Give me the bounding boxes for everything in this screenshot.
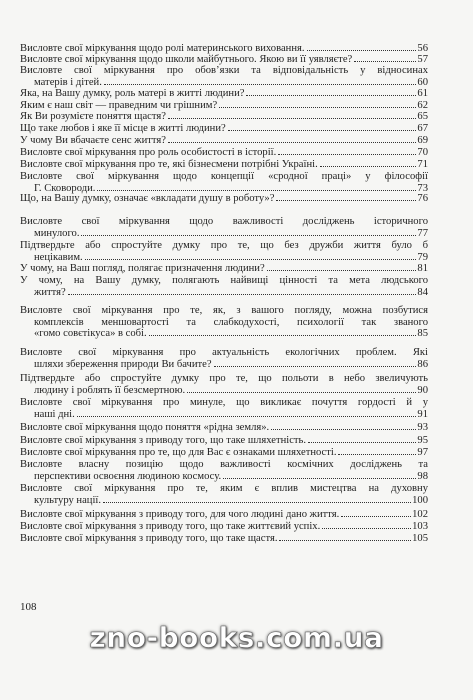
toc-entry-line — [20, 287, 428, 299]
toc-entry-line — [20, 193, 428, 205]
toc-page-number: 102 — [412, 509, 428, 520]
dot-leader — [68, 294, 417, 295]
toc-entry — [20, 111, 428, 123]
dot-leader — [320, 166, 417, 167]
toc-entry-title: Висловте свої міркування про те, яким є вплив мистецтва на духовну — [20, 483, 428, 494]
toc-entry-title: культуру нації. — [34, 494, 102, 506]
toc-entry-title: У чому, на Ваш погляд, полягає призначення людини? — [20, 263, 265, 274]
toc-entry-title: Висловте свої міркування про роль особистості в історії. — [20, 147, 277, 158]
toc-entry-title: Підтвердьте або спростуйте думку про те, що без дружби життя було б — [20, 240, 428, 251]
dot-leader — [322, 528, 411, 529]
toc-entry-title: Висловте свої міркування про те, які бізнесмени потрібні Україні. — [20, 159, 318, 170]
toc-entry — [20, 147, 428, 159]
toc-entry-title: Висловте свої міркування щодо поняття «рідна земля». — [20, 422, 270, 433]
toc-entry — [20, 159, 428, 171]
dot-leader — [276, 200, 416, 201]
toc-page-number: 105 — [412, 533, 428, 544]
dot-leader — [104, 84, 417, 85]
toc-entry-title: комплексів меншовартості та слабкодухості, психології так званого — [34, 316, 428, 328]
toc-entry-line — [20, 159, 428, 171]
toc-entry-line — [20, 359, 428, 371]
toc-entry-line — [20, 495, 428, 507]
toc-entry — [20, 533, 428, 545]
toc-page-number: 90 — [417, 384, 428, 396]
toc-entry — [20, 65, 428, 88]
toc-entry-line — [20, 471, 428, 483]
toc-entry-title: перспективи освоєння людиною космосу. — [34, 470, 222, 482]
dot-leader — [228, 130, 417, 131]
toc-entry-title: матерів і дітей. — [34, 76, 102, 88]
toc-page-number: 91 — [417, 408, 428, 420]
toc-entry-title: Висловте свої міркування про те, як, з вашого погляду, можна позбутися — [20, 305, 428, 316]
toc-entry — [20, 135, 428, 147]
toc-entry-line — [20, 435, 428, 447]
toc-page-number: 60 — [417, 76, 428, 88]
toc-entry-title: минулого. — [34, 227, 80, 239]
toc-entry-line — [20, 533, 428, 545]
toc-entry — [20, 171, 428, 194]
toc-page-number: 86 — [417, 358, 428, 370]
dot-leader — [149, 335, 417, 336]
dot-leader — [279, 540, 411, 541]
toc-entry — [20, 54, 428, 66]
toc-entry — [20, 435, 428, 447]
toc-entry — [20, 193, 428, 205]
dot-leader — [97, 190, 416, 191]
toc-entry — [20, 347, 428, 370]
toc-page-number: 103 — [412, 521, 428, 532]
toc-entry-title: людину і роблять її безсмертною. — [34, 384, 186, 396]
toc-entry-line — [20, 77, 428, 89]
toc-page-number: 56 — [417, 43, 428, 54]
toc-entry-title: життя? — [34, 286, 66, 298]
toc-entry-line — [20, 147, 428, 159]
dot-leader — [187, 392, 416, 393]
toc-entry — [20, 240, 428, 263]
toc-entry-title: Висловте свої міркування щодо концепції «сродної праці» у філософії — [20, 171, 428, 182]
toc-entry — [20, 397, 428, 420]
toc-entry — [20, 43, 428, 55]
toc-page-number: 81 — [417, 263, 428, 274]
toc-page-number: 70 — [417, 147, 428, 158]
toc-page-number: 79 — [417, 251, 428, 263]
toc-entry-title: У чому, на Вашу думку, полягають найвищі цінності та мета людського — [20, 275, 428, 286]
toc-entry-title: Висловте свої міркування з приводу того, що таке шляхетність. — [20, 435, 307, 446]
toc-entry — [20, 263, 428, 275]
toc-entry-line — [20, 409, 428, 421]
toc-entry-title: Підтвердьте або спростуйте думку про те, що польоти в небо звеличують — [20, 373, 428, 384]
toc-entry — [20, 422, 428, 434]
toc-entry — [20, 123, 428, 135]
toc-entry — [20, 459, 428, 482]
toc-entry-title: Висловте власну позицію щодо важливості космічних досліджень та — [20, 459, 428, 470]
dot-leader — [278, 154, 416, 155]
toc-entry-title: Висловте свої міркування про минуле, що викликає почуття гордості й у — [20, 397, 428, 408]
dot-leader — [168, 142, 416, 143]
dot-leader — [341, 516, 411, 517]
toc-entry-title: шляхи збереження природи Ви бачите? — [34, 358, 212, 370]
dot-leader — [338, 454, 416, 455]
toc-entry-line — [20, 509, 428, 521]
toc-page-number: 61 — [417, 88, 428, 99]
dot-leader — [308, 442, 416, 443]
toc-entry-title: Висловте свої міркування про актуальність екологічних проблем. Які — [20, 347, 428, 358]
toc-entry-title: У чому Ви вбачаєте сенс життя? — [20, 135, 166, 146]
dot-leader — [81, 235, 416, 236]
toc-entry-line — [20, 385, 428, 397]
toc-entry — [20, 100, 428, 112]
toc-entry-line — [20, 54, 428, 66]
toc-entry-line — [20, 447, 428, 459]
toc-entry — [20, 521, 428, 533]
toc-entry-line — [20, 123, 428, 135]
dot-leader — [214, 366, 417, 367]
dot-leader — [307, 50, 417, 51]
toc-entry-title: «гомо совєтікуса» в собі. — [34, 328, 147, 340]
dot-leader — [271, 429, 416, 430]
toc-page-number: 98 — [417, 470, 428, 482]
toc-entry-line — [20, 422, 428, 434]
toc-entry-title: Як Ви розумієте поняття щастя? — [20, 111, 166, 122]
toc-entry-title: Яким є наш світ — праведним чи грішним? — [20, 100, 218, 111]
toc-page-number: 93 — [417, 422, 428, 433]
page-number: 108 — [20, 601, 37, 613]
toc-page-number: 57 — [417, 54, 428, 65]
toc-entry — [20, 509, 428, 521]
toc-page-number: 62 — [417, 100, 428, 111]
toc-page-number: 67 — [417, 123, 428, 134]
toc-entry-title: Що, на Вашу думку, означає «вкладати душу в роботу»? — [20, 193, 275, 204]
toc-entry-title: Висловте свої міркування щодо школи майбутнього. Якою ви її уявляєте? — [20, 54, 353, 65]
toc-page-number: 69 — [417, 135, 428, 146]
dot-leader — [267, 270, 417, 271]
toc-page-number: 65 — [417, 111, 428, 122]
toc-entry-title: Висловте свої міркування щодо ролі материнського виховання. — [20, 43, 305, 54]
watermark-text: zno-books.com.ua — [89, 621, 384, 654]
toc-entry — [20, 483, 428, 506]
toc-page-number: 76 — [417, 193, 428, 204]
toc-entry — [20, 216, 428, 239]
dot-leader — [77, 416, 417, 417]
toc-page-number: 84 — [417, 286, 428, 298]
toc-entry — [20, 88, 428, 100]
toc-page-number: 100 — [412, 494, 428, 506]
toc-entry-title: Висловте свої міркування про те, що для Вас є ознаками шляхетності. — [20, 447, 337, 458]
toc-entry-line — [20, 263, 428, 275]
toc-entry — [20, 275, 428, 298]
toc-entry-line — [20, 111, 428, 123]
toc-entry — [20, 305, 428, 340]
toc-entry-line — [20, 228, 428, 240]
dot-leader — [354, 61, 416, 62]
toc-entry-line — [20, 88, 428, 100]
toc-entry-title: Висловте свої міркування з приводу того, що таке життєвий успіх. — [20, 521, 321, 532]
toc-entry-title: Яка, на Вашу думку, роль матері в житті людини? — [20, 88, 245, 99]
dot-leader — [85, 259, 417, 260]
toc-entry-line — [20, 252, 428, 264]
toc-page-number: 71 — [417, 159, 428, 170]
toc-entry-line — [20, 328, 428, 340]
toc-entry-title: Г. Сковороди. — [34, 182, 96, 194]
toc-page-number: 97 — [417, 447, 428, 458]
toc-entry-line — [20, 100, 428, 112]
dot-leader — [103, 502, 411, 503]
toc-page-number: 95 — [417, 435, 428, 446]
toc-entry-title: Що таке любов і яке її місце в житті людини? — [20, 123, 226, 134]
toc-page-number: 85 — [417, 328, 428, 340]
toc-entry-title: наші дні. — [34, 408, 75, 420]
toc-entry-title: Висловте свої міркування з приводу того, що таке щастя. — [20, 533, 278, 544]
toc-page-number: 77 — [417, 227, 428, 239]
toc-entry-title: Висловте свої міркування з приводу того, для чого людині дано життя. — [20, 509, 340, 520]
dot-leader — [168, 118, 416, 119]
dot-leader — [219, 107, 416, 108]
toc-entry-title: нецікавим. — [34, 251, 83, 263]
toc-entry-line — [20, 135, 428, 147]
dot-leader — [223, 478, 416, 479]
toc-entry — [20, 447, 428, 459]
toc-page-number: 73 — [417, 182, 428, 194]
toc-entry — [20, 373, 428, 396]
toc-entry-title: Висловте свої міркування щодо важливості досліджень історичного — [20, 216, 428, 227]
toc-entry-line — [20, 521, 428, 533]
dot-leader — [246, 95, 416, 96]
toc-entry-line — [20, 43, 428, 55]
toc-entry-title: Висловте свої міркування про обов’язки та відповідальність у відносинах — [20, 65, 428, 76]
